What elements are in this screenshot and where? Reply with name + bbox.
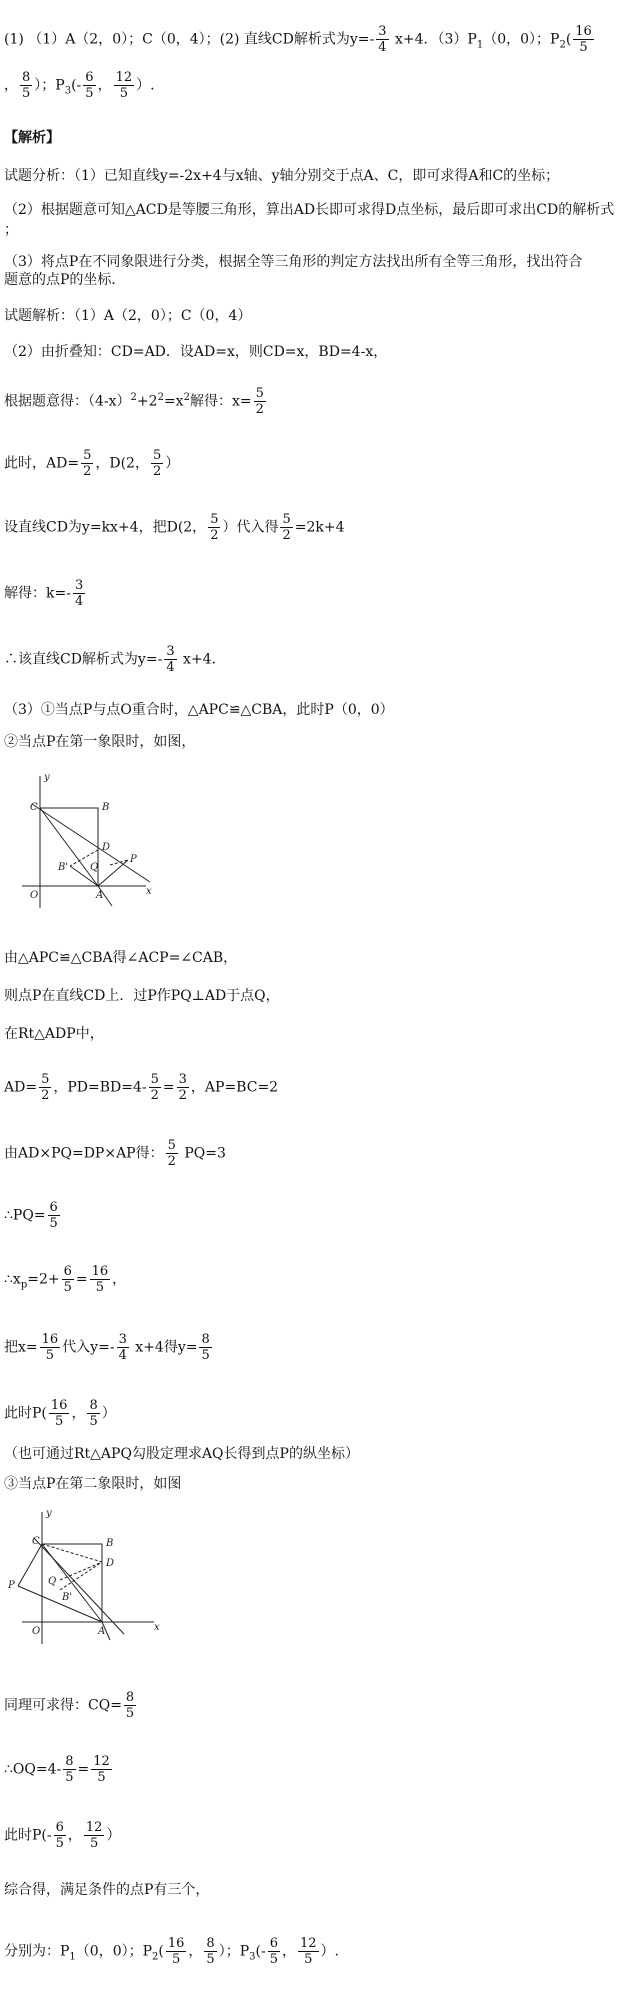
text: =2+ (27, 1271, 60, 1288)
equation-line (4, 1754, 114, 1785)
denominator: 4 (118, 1348, 127, 1363)
subscript: 3 (249, 1951, 256, 1963)
label-b: B (106, 1538, 114, 1549)
numerator: 5 (41, 1072, 50, 1087)
equation-line (4, 1936, 339, 1967)
fraction (280, 512, 292, 543)
text: （0，0）；P (75, 1943, 153, 1960)
fraction (48, 1200, 60, 1231)
numerator: 8 (206, 1936, 215, 1951)
answer-line-2 (4, 70, 155, 101)
equation-line (4, 1138, 226, 1169)
text: ( (158, 1943, 164, 1960)
fraction (204, 1936, 216, 1967)
denominator: 5 (125, 1706, 135, 1721)
line-cp (18, 1544, 42, 1586)
text: ， (188, 1943, 203, 1960)
text: = (75, 1271, 88, 1288)
answer-text: x+4．（3）P (390, 31, 477, 48)
denominator: 2 (167, 1154, 176, 1169)
equation-line (4, 1264, 126, 1295)
numerator: 8 (65, 1754, 74, 1769)
text: 同理可求得：CQ= (4, 1697, 122, 1714)
line-cd-dashed (42, 1544, 102, 1562)
equation-line (4, 512, 345, 543)
denominator: 5 (269, 1952, 278, 1967)
text: ）. (320, 1943, 339, 1960)
superscript: 2 (157, 391, 164, 403)
numerator: 12 (115, 70, 133, 85)
label-o: O (30, 890, 39, 901)
denominator: 2 (83, 464, 92, 479)
denominator: 4 (74, 594, 84, 609)
answer-text: ）. (136, 77, 155, 94)
denominator: 5 (63, 1280, 72, 1295)
numerator: 5 (282, 512, 291, 527)
text-line: 综合得，满足条件的点P有三个， (4, 1882, 210, 1898)
numerator: 16 (50, 1398, 68, 1413)
text: = (77, 1761, 90, 1778)
subscript: 1 (476, 39, 484, 51)
fraction (117, 1332, 129, 1363)
numerator: 12 (299, 1936, 317, 1951)
text: ， (112, 1271, 127, 1288)
text: (- (255, 1943, 266, 1960)
fraction (49, 1398, 70, 1429)
denominator: 5 (97, 1770, 106, 1785)
label-c: C (30, 802, 38, 813)
equation-line (4, 1072, 278, 1103)
numerator: 6 (55, 1820, 64, 1835)
line-pa (18, 1586, 102, 1622)
text: 把x= (4, 1339, 38, 1356)
denominator: 2 (282, 528, 291, 543)
subscript: 1 (69, 1951, 76, 1963)
fraction (20, 70, 32, 101)
text: ） (165, 455, 180, 472)
figure-2 (4, 1506, 174, 1656)
denominator: 4 (166, 660, 175, 675)
text: =x (163, 393, 184, 410)
text: ，D(2， (95, 455, 149, 472)
label-bprime: B' (62, 1592, 73, 1603)
text: 分别为：P (4, 1943, 70, 1960)
text: 此时P(- (4, 1827, 52, 1844)
numerator: 6 (63, 1264, 72, 1279)
label-q: Q (48, 1576, 57, 1587)
label-o: O (32, 1626, 41, 1637)
text-line: （3）将点P在不同象限进行分类，根据全等三角形的判定方法找出所有全等三角形，找出符合 (4, 254, 583, 270)
text: ）；P (218, 1943, 250, 1960)
numerator: 12 (93, 1754, 110, 1769)
label-x: x (154, 1622, 160, 1633)
numerator: 5 (210, 512, 219, 527)
denominator: 5 (172, 1952, 181, 1967)
text-line: （3）①当点P与点O重合时，△APC≌△CBA，此时P（0，0） (4, 702, 394, 718)
numerator: 3 (378, 24, 387, 39)
fraction (63, 1754, 75, 1785)
fraction (166, 1138, 178, 1169)
text: ， (71, 1405, 86, 1422)
text: ，AP=BC=2 (190, 1079, 279, 1096)
numerator: 16 (91, 1264, 109, 1279)
text: ， (281, 1943, 296, 1960)
numerator: 6 (49, 1200, 58, 1215)
fraction (164, 644, 176, 675)
equation-line (4, 1820, 120, 1851)
fraction (208, 512, 220, 543)
label-b: B (102, 802, 110, 813)
denominator: 2 (210, 528, 219, 543)
text-line: 试题分析：（1）已知直线y=-2x+4与x轴、y轴分别交于点A、C，即可求得A和C的坐标； (4, 168, 560, 184)
answer-text: ， (97, 77, 112, 94)
equation-line (4, 1690, 138, 1721)
text: ，PD=BD=4- (53, 1079, 147, 1096)
fraction (114, 70, 135, 101)
text: ） (101, 1405, 116, 1422)
denominator: 5 (95, 1280, 105, 1295)
text: ∴PQ= (4, 1207, 46, 1224)
subscript: 2 (152, 1951, 159, 1963)
fraction (91, 1754, 112, 1785)
denominator: 5 (49, 1216, 58, 1231)
fraction (199, 1332, 211, 1363)
label-a: A (98, 1626, 106, 1637)
denominator: 5 (579, 40, 588, 55)
text-line: （也可通过Rt△APQ勾股定理求AQ长得到点P的纵坐标） (4, 1446, 359, 1462)
equation-line (4, 644, 226, 675)
label-d: D (106, 1558, 115, 1569)
numerator: 6 (269, 1936, 278, 1951)
numerator: 3 (74, 578, 84, 593)
fraction (298, 1936, 319, 1967)
analysis-heading: 【解析】 (4, 130, 60, 146)
fraction (254, 386, 266, 417)
text: 代入y=- (62, 1339, 115, 1356)
equation-line (4, 386, 268, 417)
text-line: 则点P在直线CD上．过P作PQ⊥AD于点Q， (4, 988, 280, 1004)
text-line: ②当点P在第一象限时，如图， (4, 734, 196, 750)
denominator: 5 (89, 1414, 98, 1429)
numerator: 8 (89, 1398, 98, 1413)
text-line: 试题解析：（1）A（2，0）；C（0，4） (4, 308, 252, 324)
denominator: 2 (255, 402, 264, 417)
fraction (73, 578, 85, 609)
numerator: 16 (41, 1332, 59, 1347)
answer-text: （0，0）；P (483, 31, 560, 48)
line-ca (40, 808, 98, 886)
equation-line (4, 1398, 116, 1429)
text-line: ； (4, 222, 18, 238)
text: =2k+4 (294, 519, 345, 536)
text: 根据题意得：（4-x） (4, 393, 131, 410)
denominator: 2 (152, 464, 162, 479)
text-line: （2）根据题意可知△ACD是等腰三角形，算出AD长即可求得D点坐标，最后即可求出CD的解析式 (4, 202, 615, 218)
figure-1 (10, 770, 170, 920)
answer-text: ( (565, 31, 572, 48)
fraction (81, 448, 93, 479)
subscript: p (20, 1279, 28, 1291)
equation-line (4, 578, 87, 609)
numerator: 5 (152, 448, 162, 463)
denominator: 5 (55, 1836, 64, 1851)
fraction (87, 1398, 99, 1429)
text: 设直线CD为y=kx+4，把D(2， (4, 519, 207, 536)
fraction (376, 24, 388, 55)
fraction (90, 1264, 111, 1295)
text: ， (67, 1827, 82, 1844)
fraction (166, 1936, 187, 1967)
denominator: 2 (178, 1088, 187, 1103)
text-line: 题意的点P的坐标． (4, 272, 126, 288)
denominator: 5 (65, 1770, 74, 1785)
denominator: 5 (45, 1348, 55, 1363)
equation-line (4, 1200, 62, 1231)
text: 由AD×PQ=DP×AP得： (4, 1145, 164, 1162)
label-p: P (130, 854, 137, 865)
line-ap (98, 860, 128, 886)
fraction (62, 1264, 74, 1295)
superscript: 2 (183, 391, 190, 403)
text: PQ=3 (179, 1145, 226, 1162)
text: 此时P( (4, 1405, 47, 1422)
fraction (39, 1072, 51, 1103)
label-bprime: B' (58, 862, 69, 873)
text: = (162, 1079, 175, 1096)
fraction (573, 24, 594, 55)
answer-text: ）；P (34, 77, 65, 94)
line-qd-dashed (60, 1562, 102, 1580)
numerator: 5 (167, 1138, 176, 1153)
text: 此时，AD= (4, 455, 80, 472)
numerator: 12 (85, 1820, 103, 1835)
denominator: 5 (304, 1952, 313, 1967)
text-line: （2）由折叠知：CD=AD．设AD=x，则CD=x，BD=4-x， (4, 344, 388, 360)
label-x: x (146, 886, 152, 897)
label-d: D (102, 842, 111, 853)
fraction (84, 1820, 105, 1851)
numerator: 3 (166, 644, 175, 659)
numerator: 8 (22, 70, 31, 85)
text: 解得：k=- (4, 585, 71, 602)
subscript: 3 (64, 85, 72, 97)
label-q: Q (90, 862, 99, 873)
fraction (83, 70, 95, 101)
denominator: 5 (201, 1348, 210, 1363)
text: x+4． (178, 651, 226, 668)
denominator: 2 (41, 1088, 50, 1103)
fraction (151, 448, 163, 479)
numerator: 16 (575, 24, 592, 39)
text: x+4得y= (130, 1339, 198, 1356)
numerator: 8 (125, 1690, 135, 1705)
text: 解得：x= (189, 393, 252, 410)
denominator: 2 (150, 1088, 159, 1103)
label-a: A (96, 890, 104, 901)
denominator: 5 (55, 1414, 64, 1429)
numerator: 8 (201, 1332, 210, 1347)
answer-line-1 (4, 24, 596, 55)
numerator: 5 (255, 386, 264, 401)
text: +2 (136, 393, 158, 410)
superscript: 2 (130, 391, 137, 403)
denominator: 5 (85, 86, 94, 101)
text-line: 由△APC≌△CBA得∠ACP=∠CAB， (4, 950, 238, 966)
text: ∴该直线CD解析式为y=- (4, 651, 163, 668)
numerator: 16 (167, 1936, 185, 1951)
text: ∴x (4, 1271, 21, 1288)
answer-text: (1) （1）A（2，0）；C（0，4）；(2) 直线CD解析式为y=- (4, 31, 375, 48)
answer-text: (- (71, 77, 82, 94)
text: ） (106, 1827, 121, 1844)
equation-line (4, 448, 179, 479)
subscript: 2 (559, 39, 566, 51)
denominator: 5 (22, 86, 31, 101)
numerator: 5 (83, 448, 92, 463)
numerator: 3 (118, 1332, 127, 1347)
text: AD= (4, 1079, 38, 1096)
denominator: 5 (206, 1952, 215, 1967)
denominator: 5 (90, 1836, 99, 1851)
answer-text: ， (4, 77, 18, 94)
text-line: ③当点P在第二象限时，如图 (4, 1476, 182, 1492)
numerator: 6 (85, 70, 94, 85)
fraction (40, 1332, 61, 1363)
fraction (149, 1072, 161, 1103)
label-y: y (44, 772, 50, 783)
numerator: 3 (178, 1072, 187, 1087)
label-c: C (32, 1536, 40, 1547)
fraction (54, 1820, 66, 1851)
text: ∴OQ=4- (4, 1761, 62, 1778)
text-line: 在Rt△ADP中， (4, 1026, 104, 1042)
label-p: P (8, 1580, 15, 1591)
numerator: 5 (150, 1072, 159, 1087)
denominator: 5 (119, 86, 128, 101)
fraction (268, 1936, 280, 1967)
equation-line (4, 1332, 214, 1363)
fraction (124, 1690, 136, 1721)
fraction (177, 1072, 189, 1103)
denominator: 4 (378, 40, 387, 55)
label-y: y (46, 1508, 52, 1519)
text: ）代入得 (222, 519, 279, 536)
